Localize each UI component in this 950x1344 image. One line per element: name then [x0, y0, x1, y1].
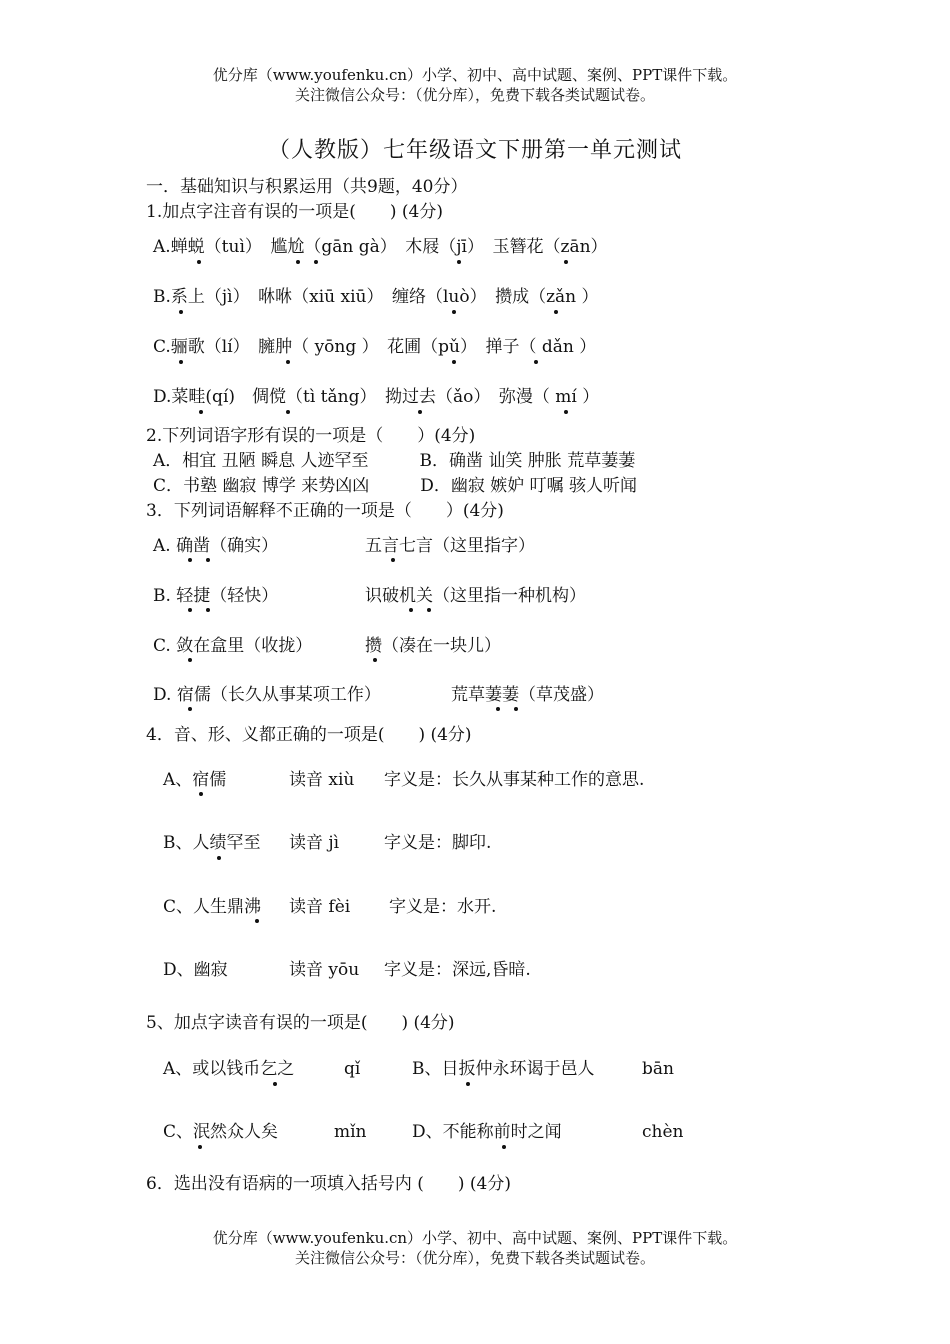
- footer-line-1: 优分库（www.youfenku.cn）小学、初中、高中试题、案例、PPT课件下载。: [212, 1229, 738, 1247]
- header-line-1: 优分库（www.youfenku.cn）小学、初中、高中试题、案例、PPT课件下载。: [212, 66, 738, 84]
- question-5-option-d-pinyin: chèn: [642, 1122, 684, 1142]
- question-4-option-c-word: C、人生鼎沸: [163, 897, 262, 917]
- question-1-option-d: D.菜畦(qí) 倜傥（tì tǎng） 拗过去（ǎo） 弥漫（ mí ）: [153, 387, 600, 407]
- question-5-option-b-pinyin: bān: [642, 1059, 674, 1079]
- question-4-option-b-meaning: 字义是：脚印.: [384, 833, 492, 853]
- question-1-option-b: B.系上（jì） 咻咻（xiū xiū） 缠络（luò） 攒成（zǎn ）: [153, 287, 599, 307]
- question-3-option-a-right: 五言七言（这里指字）: [365, 536, 535, 556]
- page-title: （人教版）七年级语文下册第一单元测试: [267, 138, 682, 163]
- question-1-option-c: C.骊歌（lí） 臃肿（ yōng ） 花圃（pǔ） 掸子（ dǎn ）: [153, 337, 597, 357]
- question-2-stem: 2.下列词语字形有误的一项是（ ）(4分): [146, 426, 476, 446]
- question-5-stem: 5、加点字读音有误的一项是( ) (4分): [146, 1013, 455, 1033]
- question-3-option-d-right: 荒草萋萋（草茂盛）: [451, 685, 604, 705]
- question-2-row-1: A．相宜 丑陋 瞬息 人迹罕至 B．确凿 讪笑 肿胀 荒草萋萋: [153, 451, 636, 471]
- question-5-option-a-pinyin: qǐ: [344, 1059, 361, 1079]
- emphasis-dot: [286, 410, 290, 414]
- emphasis-dot: [273, 1082, 277, 1086]
- question-4-option-d-meaning: 字义是：深远,昏暗.: [384, 960, 531, 980]
- question-3-option-b-left: B. 轻捷（轻快）: [153, 586, 279, 606]
- emphasis-dot: [391, 558, 395, 562]
- question-4-option-c-sound: 读音 fèi: [289, 897, 351, 917]
- question-4-option-b-sound: 读音 jì: [289, 833, 340, 853]
- question-4-option-d-sound: 读音 yōu: [289, 960, 360, 980]
- emphasis-dot: [255, 919, 259, 923]
- emphasis-dot: [534, 360, 538, 364]
- emphasis-dot: [409, 608, 413, 612]
- question-5-option-c-pinyin: mǐn: [334, 1122, 367, 1142]
- emphasis-dot: [452, 360, 456, 364]
- emphasis-dot: [188, 608, 192, 612]
- emphasis-dot: [427, 608, 431, 612]
- emphasis-dot: [564, 410, 568, 414]
- emphasis-dot: [188, 707, 192, 711]
- emphasis-dot: [457, 260, 461, 264]
- emphasis-dot: [206, 608, 210, 612]
- question-4-option-d-word: D、幽寂: [163, 960, 228, 980]
- emphasis-dot: [206, 558, 210, 562]
- emphasis-dot: [286, 360, 290, 364]
- question-3-stem: 3．下列词语解释不正确的一项是（ ）(4分): [146, 501, 504, 521]
- question-5-option-c-word: C、泯然众人矣: [163, 1122, 279, 1142]
- emphasis-dot: [452, 310, 456, 314]
- question-4-stem: 4．音、形、义都正确的一项是( ) (4分): [146, 725, 472, 745]
- emphasis-dot: [197, 260, 201, 264]
- question-4-option-a-meaning: 字义是：长久从事某种工作的意思.: [384, 770, 645, 790]
- emphasis-dot: [314, 260, 318, 264]
- question-4-option-b-word: B、人绩罕至: [163, 833, 261, 853]
- emphasis-dot: [466, 1082, 470, 1086]
- question-1-option-a: A.蝉蜕（tuì） 尴尬（gān gà） 木屐（jī） 玉簪花（zān）: [153, 237, 608, 257]
- emphasis-dot: [554, 310, 558, 314]
- emphasis-dot: [502, 1145, 506, 1149]
- emphasis-dot: [198, 1145, 202, 1149]
- emphasis-dot: [179, 360, 183, 364]
- emphasis-dot: [179, 310, 183, 314]
- emphasis-dot: [188, 558, 192, 562]
- footer-line-2: 关注微信公众号：（优分库），免费下载各类试题试卷。: [294, 1249, 655, 1267]
- question-4-option-a-word: A、宿儒: [163, 770, 227, 790]
- emphasis-dot: [188, 658, 192, 662]
- question-2-row-2: C．书塾 幽寂 博学 来势凶凶 D．幽寂 嫉妒 叮嘱 骇人听闻: [153, 476, 638, 496]
- question-4-option-c-meaning: 字义是：水开.: [389, 897, 497, 917]
- emphasis-dot: [514, 707, 518, 711]
- header-line-2: 关注微信公众号：（优分库），免费下载各类试题试卷。: [294, 86, 655, 104]
- emphasis-dot: [496, 707, 500, 711]
- section-heading: 一．基础知识与积累运用（共9题，40分）: [146, 177, 468, 197]
- question-5-option-d-word: D、不能称前时之闻: [412, 1122, 562, 1142]
- emphasis-dot: [418, 410, 422, 414]
- question-3-option-d-left: D. 宿儒（长久从事某项工作）: [153, 685, 381, 705]
- question-4-option-a-sound: 读音 xiù: [289, 770, 355, 790]
- question-6-stem: 6．选出没有语病的一项填入括号内 ( ) (4分): [146, 1174, 511, 1194]
- question-1-stem: 1.加点字注音有误的一项是( ) (4分): [146, 202, 443, 222]
- question-3-option-b-right: 识破机关（这里指一种机构）: [365, 586, 586, 606]
- emphasis-dot: [199, 792, 203, 796]
- question-3-option-c-left: C. 敛在盒里（收拢）: [153, 636, 313, 656]
- question-3-option-a-left: A. 确凿（确实）: [153, 536, 279, 556]
- emphasis-dot: [564, 260, 568, 264]
- question-5-option-b-word: B、日扳仲永环谒于邑人: [412, 1059, 595, 1079]
- question-5-option-a-word: A、或以钱币乞之: [163, 1059, 295, 1079]
- question-3-option-c-right: 攒（凑在一块儿）: [365, 636, 501, 656]
- emphasis-dot: [296, 260, 300, 264]
- emphasis-dot: [217, 856, 221, 860]
- emphasis-dot: [373, 658, 377, 662]
- emphasis-dot: [199, 410, 203, 414]
